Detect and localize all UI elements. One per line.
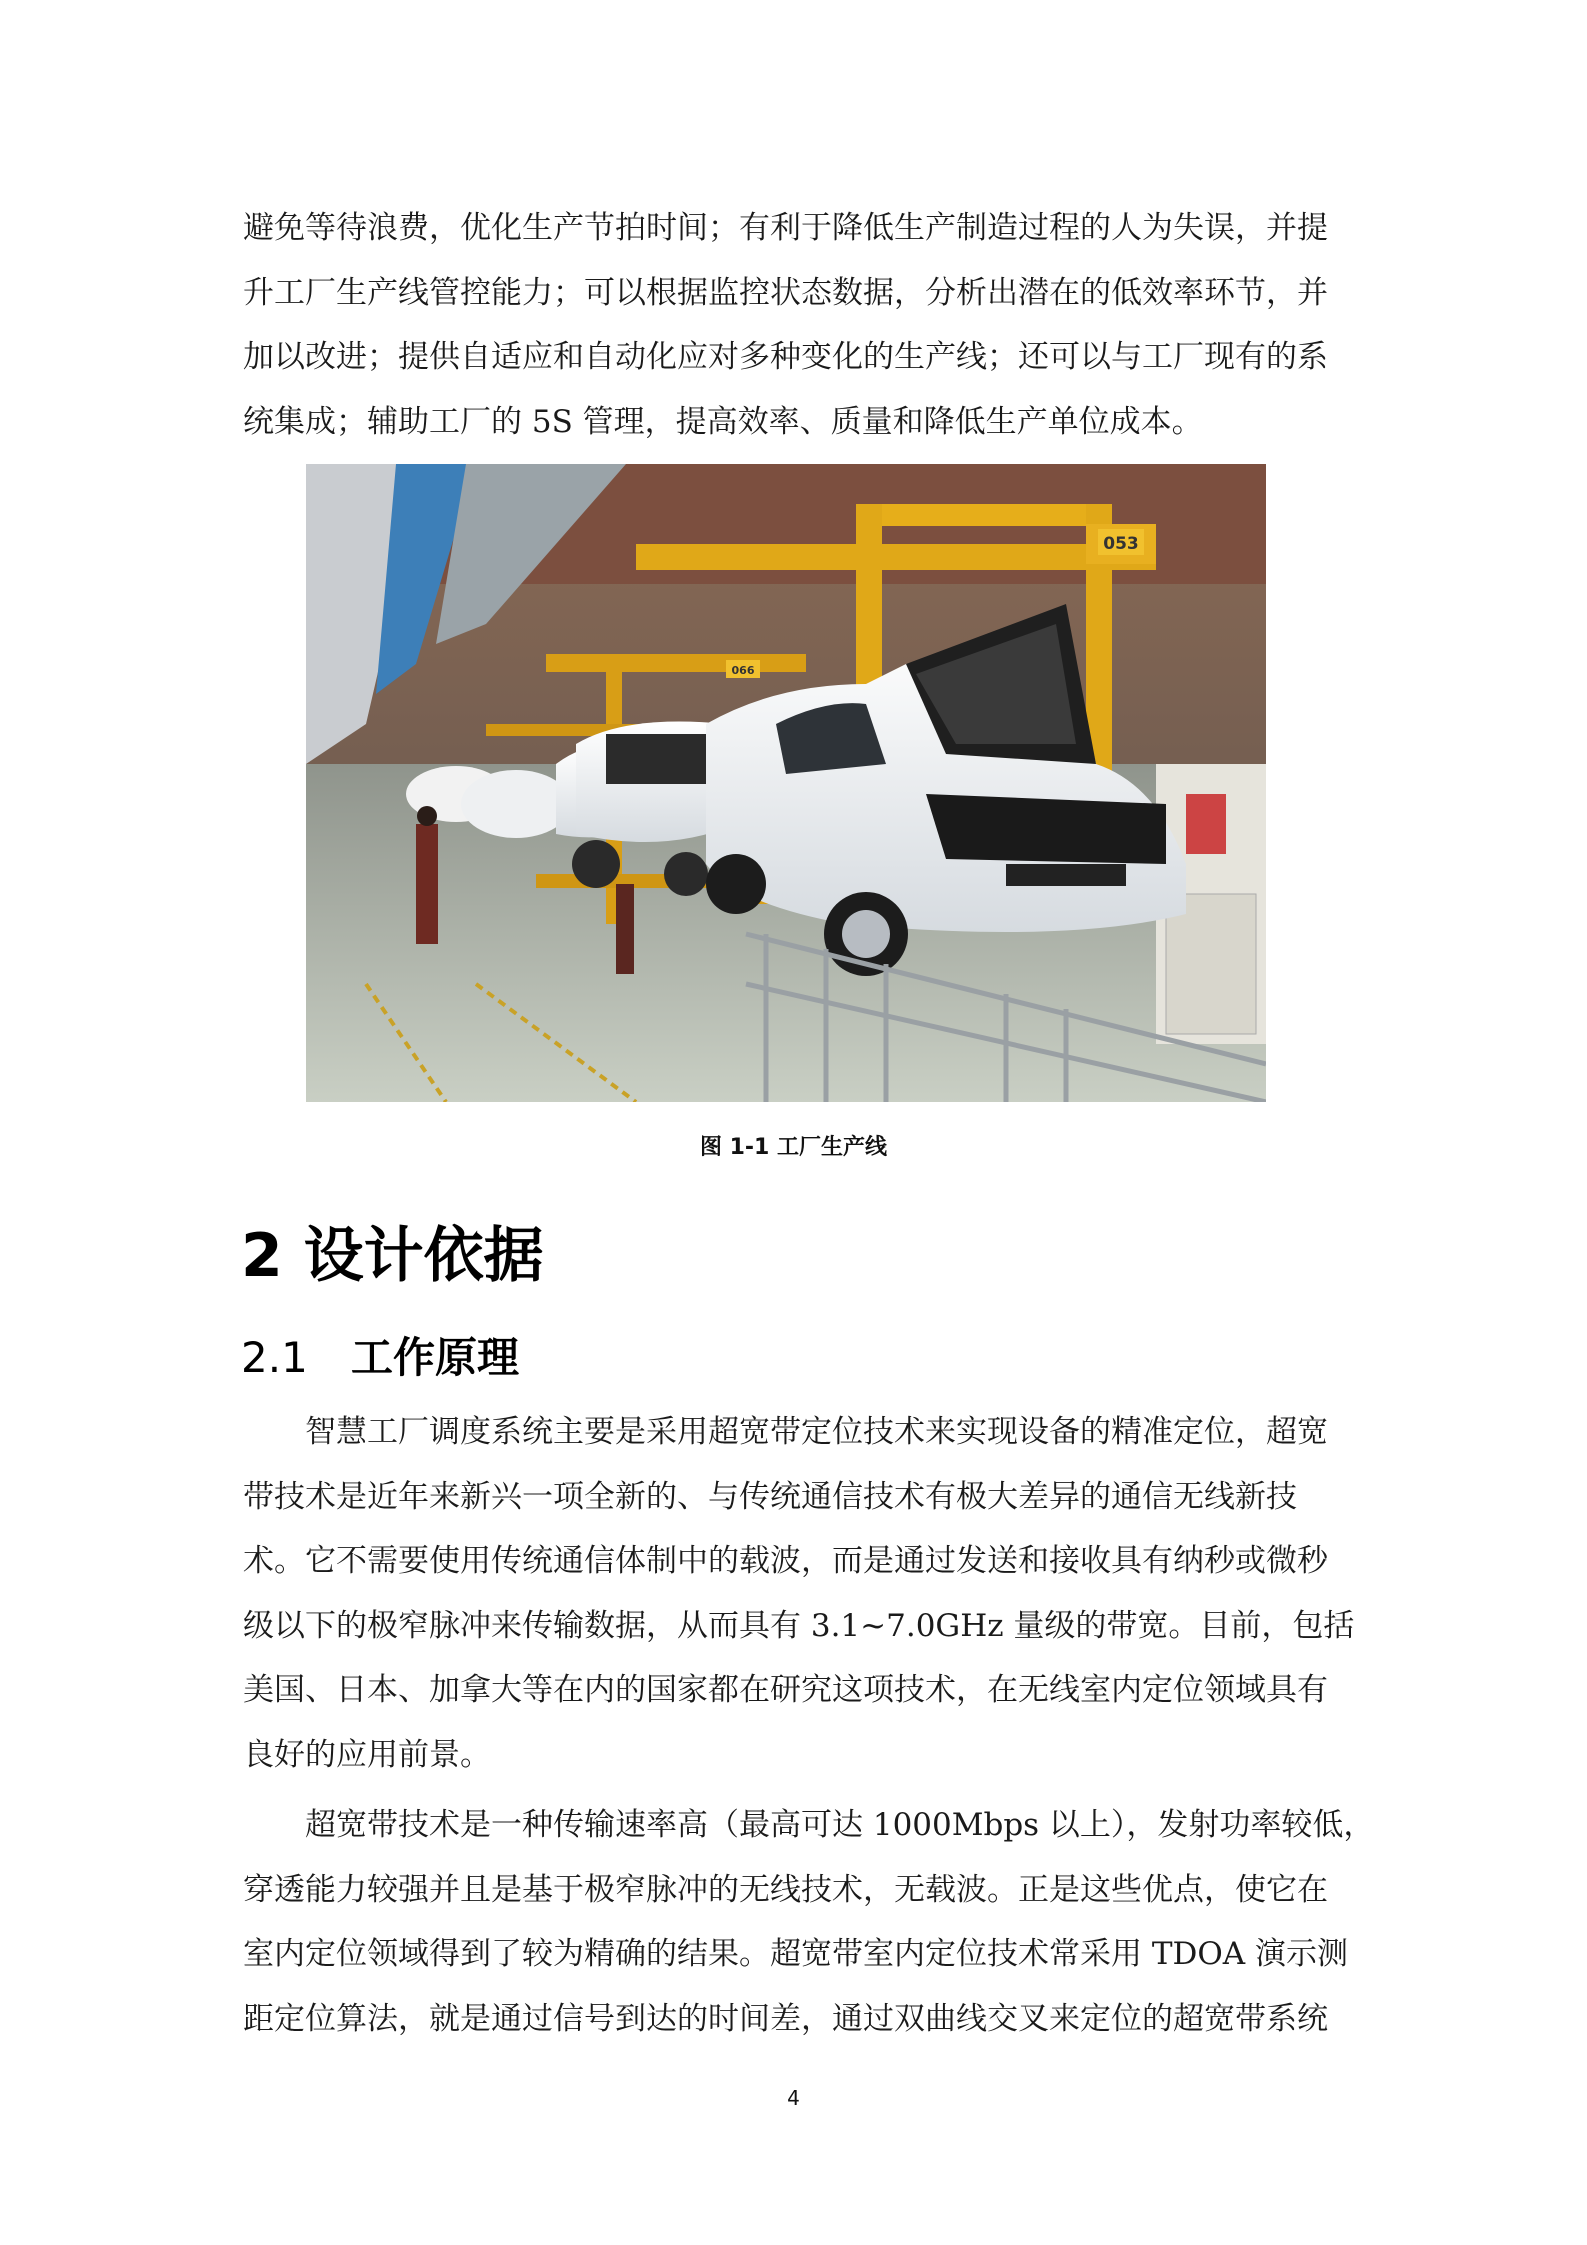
- text-line: 美国、日本、加拿大等在内的国家都在研究这项技术，在无线室内定位领域具有: [243, 1672, 1328, 1708]
- text-line: 术。它不需要使用传统通信体制中的载波，而是通过发送和接收具有纳秒或微秒: [243, 1543, 1328, 1579]
- carrier-number-label: 053: [1103, 534, 1139, 554]
- page-number: 4: [787, 2086, 800, 2110]
- subsection-number: 2.1: [241, 1333, 308, 1382]
- text-line: 穿透能力较强并且是基于极窄脉冲的无线技术，无载波。正是这些优点，使它在: [243, 1871, 1328, 1908]
- subsection-heading: [241, 1325, 519, 1385]
- text-line: 超宽带技术是一种传输速率高（最高可达 1000Mbps 以上），发射功率较低，: [243, 1807, 1375, 1843]
- paragraph-working-principle: [243, 1400, 1355, 1787]
- subsection-title: 工作原理: [351, 1333, 520, 1382]
- text-line: 室内定位领域得到了较为精确的结果。超宽带室内定位技术常采用 TDOA 演示测: [243, 1936, 1349, 1972]
- figure-caption: 图 1-1 工厂生产线: [699, 1135, 888, 1160]
- text-line: 避免等待浪费，优化生产节拍时间；有利于降低生产制造过程的人为失误，并提: [243, 210, 1328, 246]
- text-line: 智慧工厂调度系统主要是采用超宽带定位技术来实现设备的精准定位，超宽: [243, 1414, 1328, 1450]
- paragraph-uwb-advantages: [243, 1793, 1375, 2051]
- text-line: 加以改进；提供自适应和自动化应对多种变化的生产线；还可以与工厂现有的系: [243, 339, 1328, 375]
- text-line: 良好的应用前景。: [243, 1736, 491, 1773]
- factory-production-line-photo: [306, 464, 1266, 1102]
- text-line: 升工厂生产线管控能力；可以根据监控状态数据，分析出潜在的低效率环节，并: [243, 274, 1328, 311]
- section-heading: 2 设计依据: [241, 1221, 544, 1291]
- text-line: 距定位算法，就是通过信号到达的时间差，通过双曲线交叉来定位的超宽带系统: [243, 2000, 1328, 2037]
- text-line: 统集成；辅助工厂的 5S 管理，提高效率、质量和降低生产单位成本。: [243, 403, 1203, 440]
- carrier-number-label: 066: [731, 664, 755, 677]
- photo-illustration: [306, 464, 1266, 1102]
- paragraph-intro: [243, 196, 1355, 454]
- text-line: 级以下的极窄脉冲来传输数据，从而具有 3.1~7.0GHz 量级的带宽。目前，包括: [243, 1607, 1355, 1644]
- text-line: 带技术是近年来新兴一项全新的、与传统通信技术有极大差异的通信无线新技: [243, 1478, 1297, 1515]
